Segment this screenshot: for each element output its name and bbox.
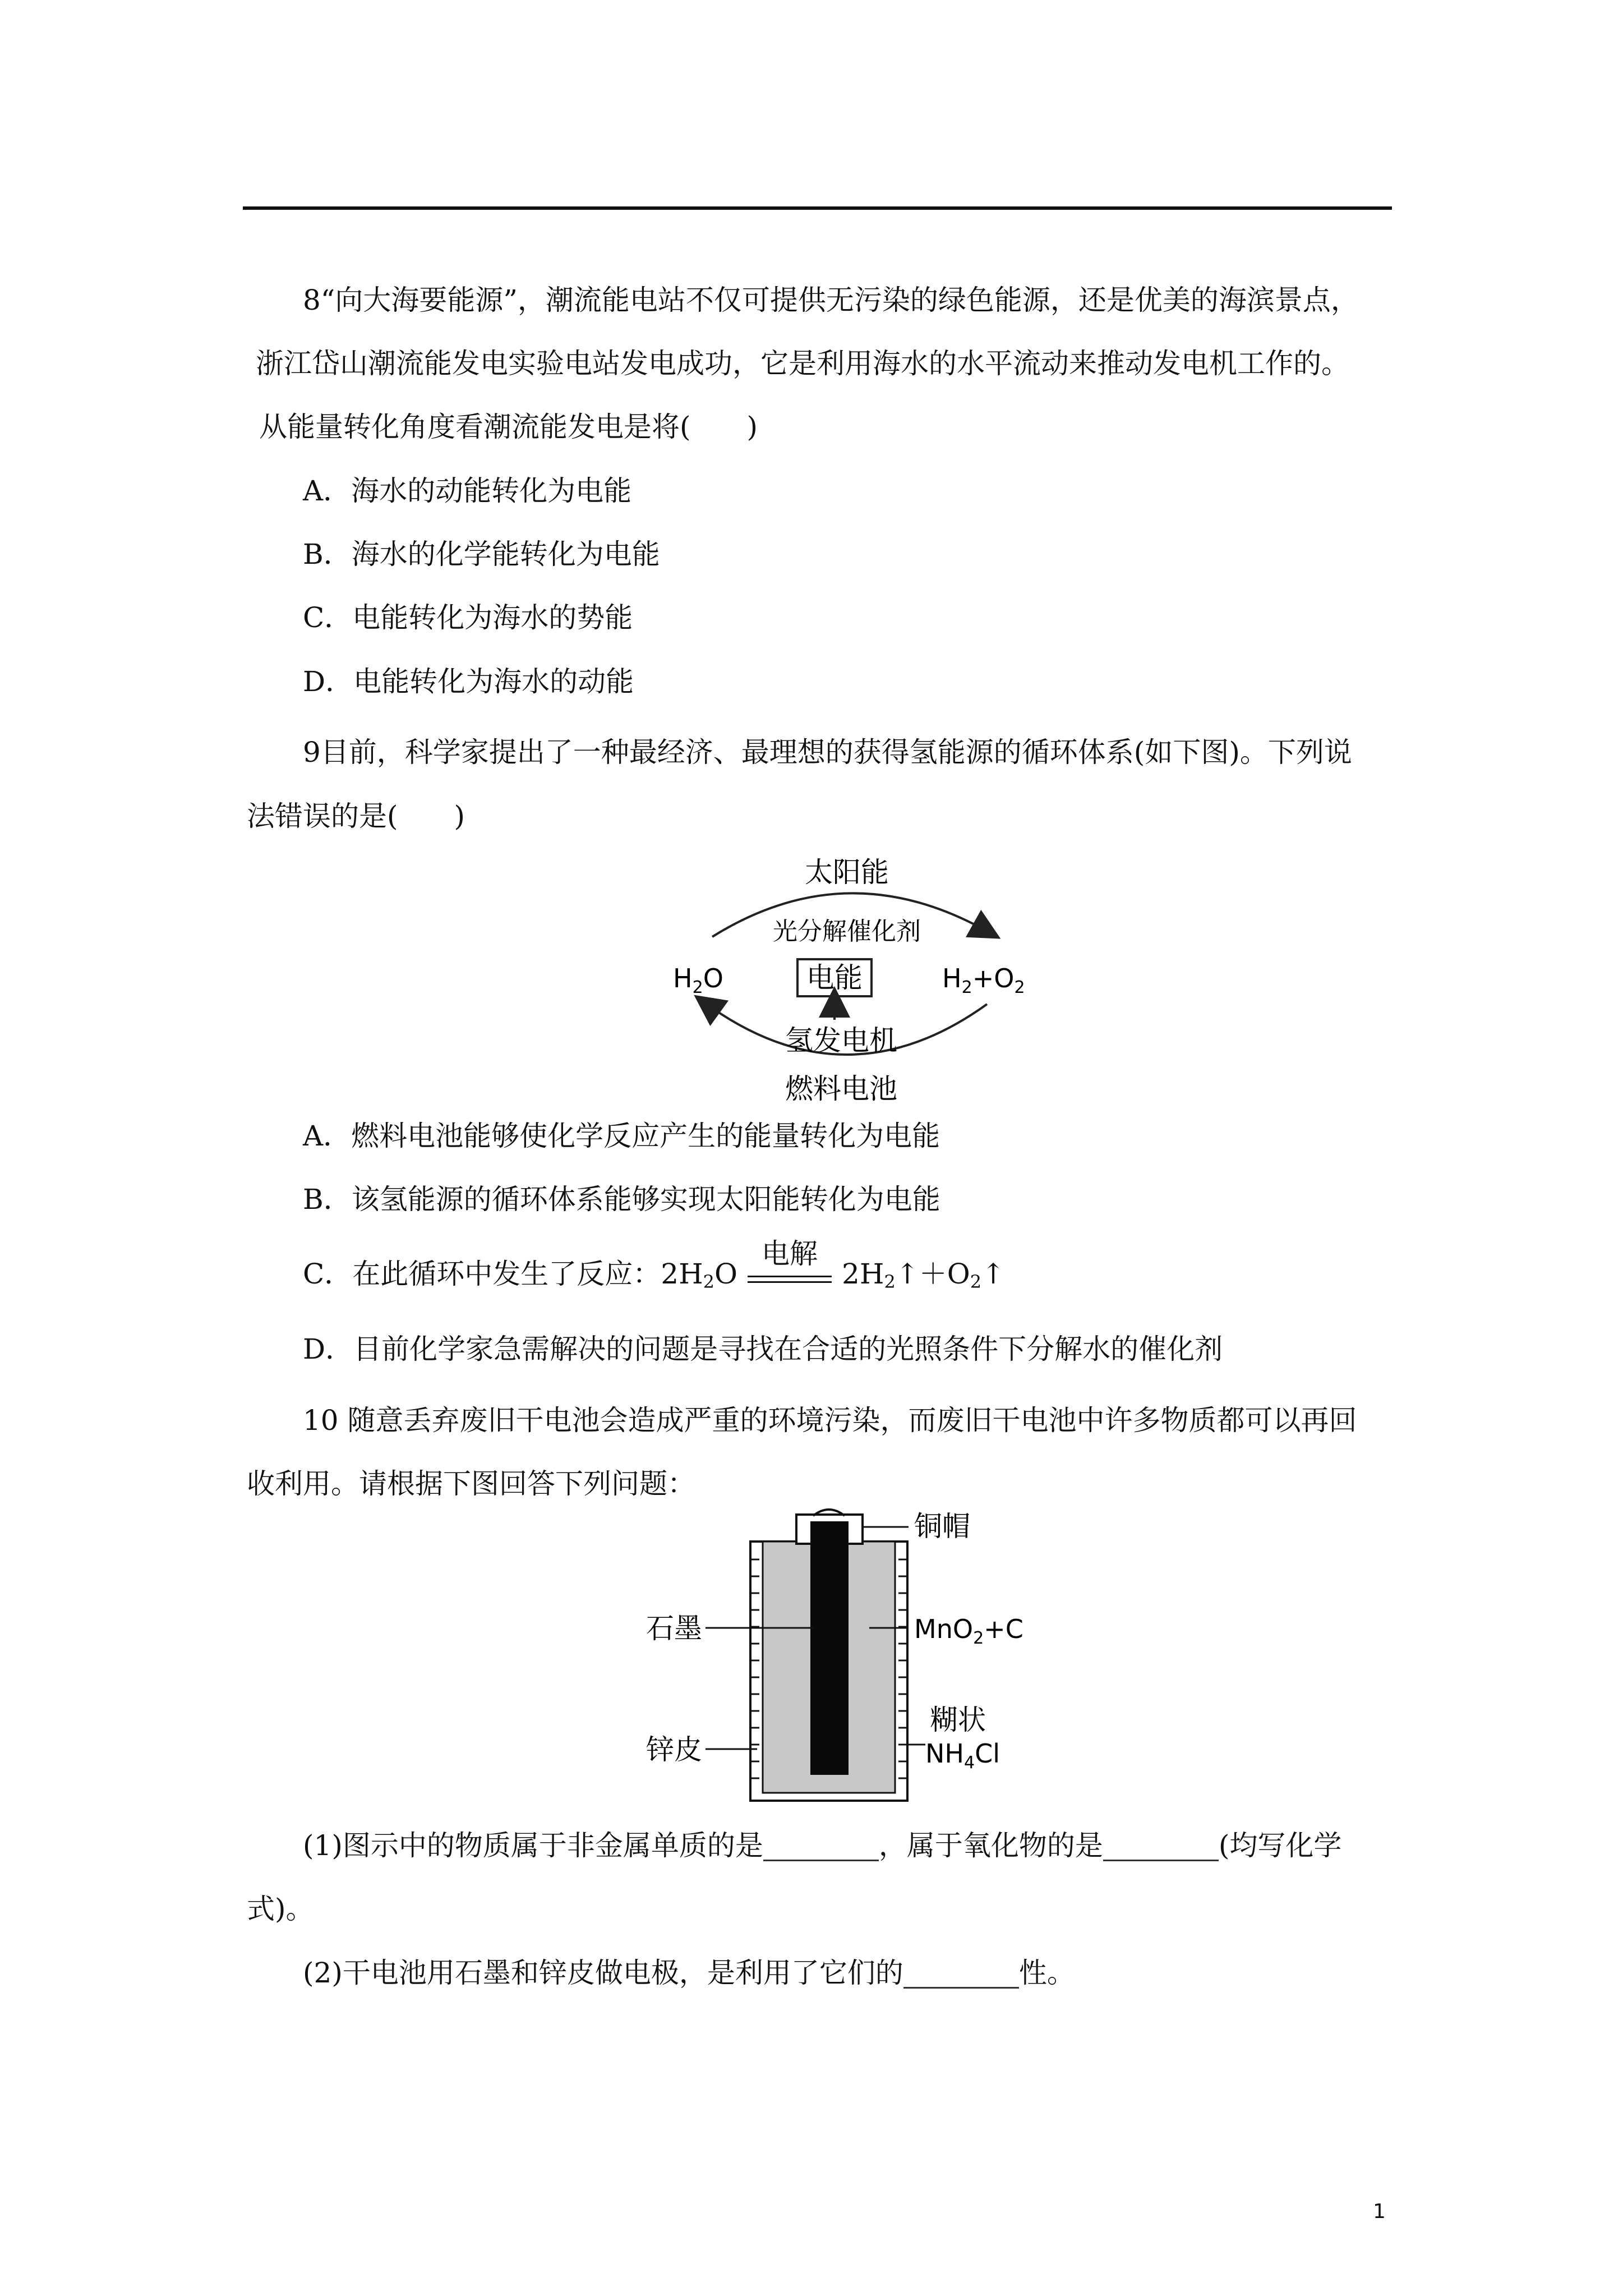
answer-blank-property[interactable]	[903, 1962, 1019, 1989]
q8-option-d: D．电能转化为海水的动能	[303, 665, 634, 698]
q9-option-c: C．在此循环中发生了反应：$2H_2O$ 电解 $2H_2↑+O_2↑$	[303, 1254, 1005, 1301]
hydrogen-cycle-diagram	[656, 841, 1038, 1111]
q9-option-d: D．目前化学家急需解决的问题是寻找在合适的光照条件下分解水的催化剂	[303, 1333, 1223, 1365]
answer-blank-oxide[interactable]	[1103, 1835, 1219, 1861]
label-catalyst: 光分解催化剂	[773, 917, 921, 946]
label-generator: 氢发电机	[785, 1024, 897, 1057]
q10-sub2-line: (2)干电池用石墨和锌皮做电极，是利用了它们的 性。	[303, 1957, 1075, 1989]
label-h2-o2: $H_2+O_2$	[942, 963, 1025, 997]
q9-line-2: 法错误的是( )	[247, 800, 465, 832]
q10-line-2: 收利用。请根据下图回答下列问题：	[247, 1467, 695, 1500]
q8-option-c: C．电能转化为海水的势能	[303, 601, 633, 634]
q8-line-3: 从能量转化角度看潮流能发电是将( )	[259, 411, 758, 443]
label-paste: 糊状	[930, 1704, 986, 1736]
label-electric: 电能	[806, 961, 863, 994]
graphite-rod	[810, 1521, 849, 1775]
dry-cell-diagram	[645, 1503, 1071, 1812]
q9-option-a: A．燃料电池能够使化学反应产生的能量转化为电能	[303, 1120, 940, 1152]
label-water: $H_2O$	[673, 963, 723, 997]
q9-option-b: B．该氢能源的循环体系能够实现太阳能转化为电能	[303, 1183, 940, 1216]
q8-option-a: A．海水的动能转化为电能	[303, 475, 632, 507]
page-number: 1	[1373, 2200, 1386, 2223]
label-mno2-c: MnO$_2$+C	[914, 1614, 1023, 1648]
q10-line-1: 10 随意丢弃废旧干电池会造成严重的环境污染，而废旧干电池中许多物质都可以再回	[303, 1404, 1357, 1437]
reaction-condition: 电解	[748, 1257, 832, 1296]
label-copper-cap: 铜帽	[914, 1510, 970, 1543]
q8-option-b: B．海水的化学能转化为电能	[303, 538, 660, 570]
header-rule	[243, 206, 1392, 210]
label-graphite: 石墨	[646, 1612, 702, 1645]
q8-line-2: 浙江岱山潮流能发电实验电站发电成功，它是利用海水的水平流动来推动发电机工作的。	[256, 347, 1349, 380]
answer-blank-nonmetal[interactable]	[763, 1835, 879, 1861]
q9-line-1: 9目前，科学家提出了一种最经济、最理想的获得氢能源的循环体系(如下图)。下列说	[303, 736, 1352, 769]
label-nh4cl: $NH_4Cl$	[925, 1738, 1000, 1773]
label-fuel-cell: 燃料电池	[785, 1073, 897, 1105]
q8-line-1: 8“向大海要能源”，潮流能电站不仅可提供无污染的绿色能源，还是优美的海滨景点，	[303, 284, 1359, 316]
q10-sub1-line-1: (1)图示中的物质属于非金属单质的是 ，属于氧化物的是 (均写化学	[303, 1829, 1342, 1862]
label-zinc: 锌皮	[646, 1733, 702, 1766]
label-solar: 太阳能	[805, 856, 889, 889]
q10-sub1-line-2: 式)。	[247, 1893, 314, 1925]
